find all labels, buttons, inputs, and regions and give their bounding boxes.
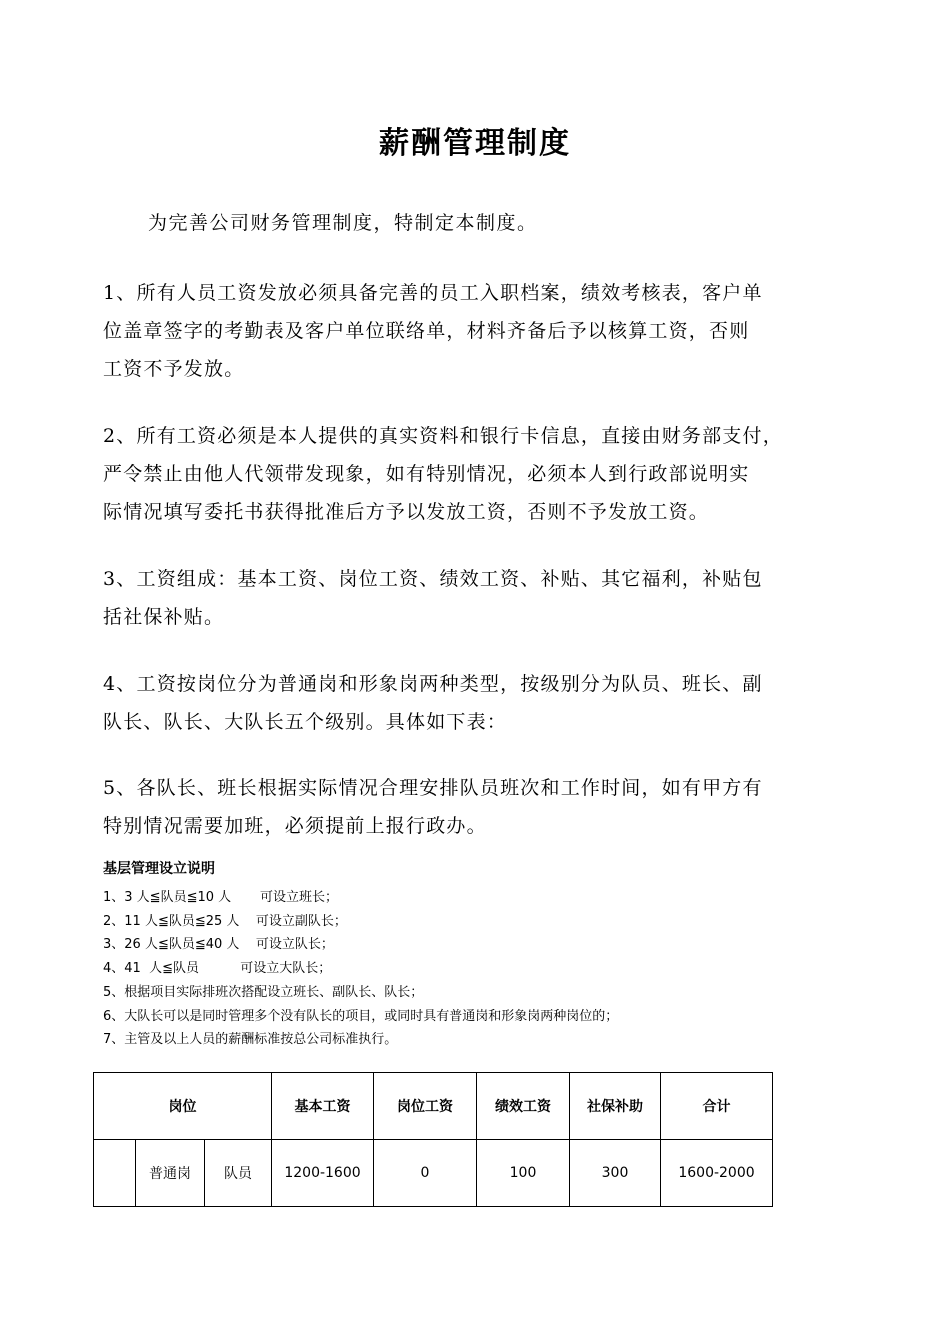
cell-performance-salary: 100 <box>477 1140 570 1207</box>
cell-post-salary: 0 <box>374 1140 477 1207</box>
note-item: 3、26 人≦队员≦40 人 可设立队长； <box>103 937 334 953</box>
header-performance-salary: 绩效工资 <box>477 1073 570 1140</box>
management-setup-heading: 基层管理设立说明 <box>103 861 215 877</box>
table-row <box>94 1140 773 1207</box>
paragraph-4-line-2: 队长、队长、大队长五个级别。具体如下表： <box>103 711 508 733</box>
header-base-salary: 基本工资 <box>272 1073 374 1140</box>
paragraph-4 <box>103 665 843 741</box>
paragraph-3 <box>103 560 843 636</box>
paragraph-5-line-1: 5、各队长、班长根据实际情况合理安排队员班次和工作时间，如有甲方有 <box>103 777 763 799</box>
paragraph-1-line-1: 1、所有人员工资发放必须具备完善的员工入职档案，绩效考核表，客户单 <box>103 282 763 304</box>
table-header-row <box>94 1073 773 1140</box>
paragraph-1-line-3: 工资不予发放。 <box>103 358 245 380</box>
paragraph-2-line-3: 际情况填写委托书获得批准后方予以发放工资，否则不予发放工资。 <box>103 501 710 523</box>
paragraph-5-line-2: 特别情况需要加班，必须提前上报行政办。 <box>103 815 487 837</box>
header-total: 合计 <box>661 1073 773 1140</box>
paragraph-2-line-1: 2、所有工资必须是本人提供的真实资料和银行卡信息，直接由财务部支付， <box>103 425 783 447</box>
note-item: 2、11 人≦队员≦25 人 可设立副队长； <box>103 913 347 929</box>
note-item: 6、大队长可以是同时管理多个没有队长的项目，或同时具有普通岗和形象岗两种岗位的； <box>103 1008 619 1024</box>
cell-post-type: 普通岗 <box>136 1140 205 1207</box>
header-social-subsidy: 社保补助 <box>570 1073 661 1140</box>
paragraph-5 <box>103 769 843 845</box>
intro-paragraph: 为完善公司财务管理制度，特制定本制度。 <box>148 212 538 234</box>
paragraph-3-line-2: 括社保补贴。 <box>103 606 225 628</box>
paragraph-1 <box>103 274 843 388</box>
paragraph-4-line-1: 4、工资按岗位分为普通岗和形象岗两种类型，按级别分为队员、班长、副 <box>103 673 763 695</box>
paragraph-3-line-1: 3、工资组成：基本工资、岗位工资、绩效工资、补贴、其它福利，补贴包 <box>103 568 763 590</box>
note-item: 7、主管及以上人员的薪酬标准按总公司标准执行。 <box>103 1032 398 1048</box>
cell-level: 队员 <box>205 1140 272 1207</box>
salary-table <box>93 1072 773 1207</box>
document-title: 薪酬管理制度 <box>379 126 571 161</box>
note-item: 4、41 人≦队员 可设立大队长； <box>103 961 332 977</box>
header-position: 岗位 <box>94 1073 272 1140</box>
note-item: 5、根据项目实际排班次搭配设立班长、副队长、队长； <box>103 984 424 1000</box>
note-item: 1、3 人≦队员≦10 人 可设立班长； <box>103 890 339 905</box>
management-setup-notes <box>103 886 618 1052</box>
cell-blank <box>94 1140 136 1207</box>
paragraph-2-line-2: 严令禁止由他人代领带发现象，如有特别情况，必须本人到行政部说明实 <box>103 463 750 485</box>
paragraph-1-line-2: 位盖章签字的考勤表及客户单位联络单，材料齐备后予以核算工资，否则 <box>103 320 750 342</box>
cell-social-subsidy: 300 <box>570 1140 661 1207</box>
cell-total: 1600-2000 <box>661 1140 773 1207</box>
cell-base-salary: 1200-1600 <box>272 1140 374 1207</box>
header-post-salary: 岗位工资 <box>374 1073 477 1140</box>
paragraph-2 <box>103 417 843 531</box>
